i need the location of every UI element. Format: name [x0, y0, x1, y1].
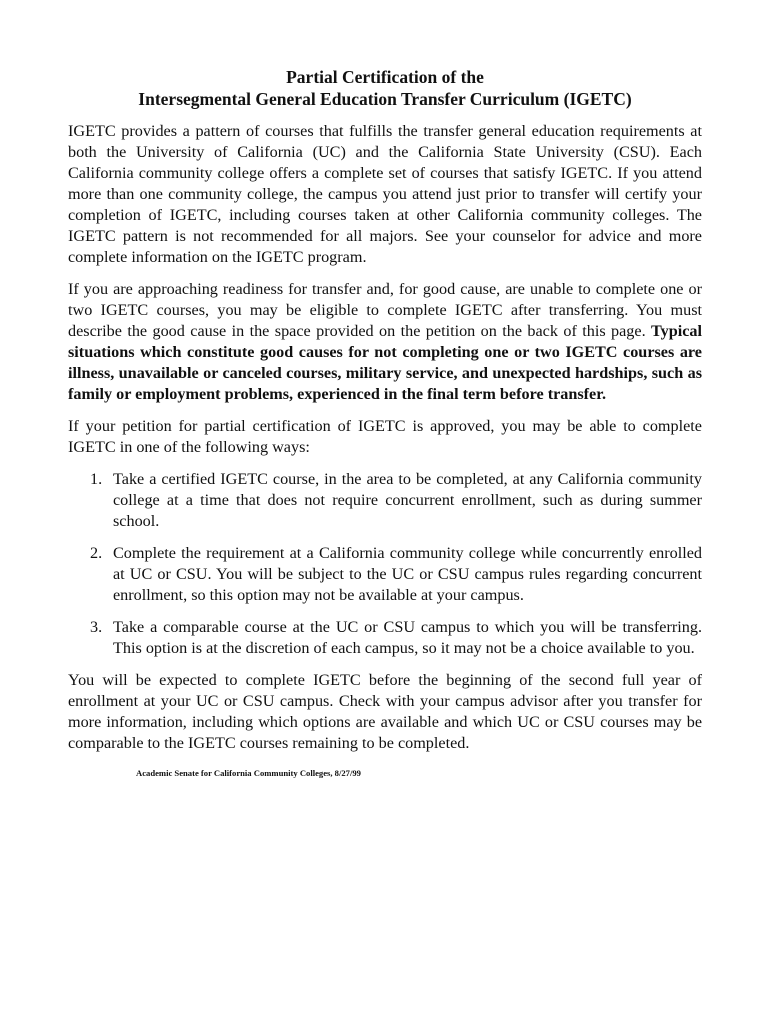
document-title	[68, 66, 702, 110]
title-line-1: Partial Certification of the	[286, 67, 484, 87]
good-cause-examples: Typical situations which constitute good causes for not completing one or two IGETC courses are illness, unavailable or canceled courses, military service, and unexpected hardships, such as family or employment problems, experienced in the final term before transfer.	[68, 322, 702, 403]
title-line-2: Intersegmental General Education Transfer Curriculum (IGETC)	[138, 89, 632, 109]
list-item	[68, 617, 702, 659]
footer-attribution: Academic Senate for California Community Colleges, 8/27/99	[136, 768, 361, 778]
approval-paragraph: If your petition for partial certification of IGETC is approved, you may be able to complete IGETC in one of the following ways:	[68, 417, 702, 456]
list-item-text: Take a certified IGETC course, in the area to be completed, at any California community college at a time that does not require concurrent enrollment, such as during summer school.	[113, 470, 702, 530]
list-item	[68, 469, 702, 532]
intro-paragraph: IGETC provides a pattern of courses that fulfills the transfer general education requirements at both the University of California (UC) and the California State University (CSU). Each California community college offers a complete set of courses that satisfy IGETC. If you attend more than one community college, the campus you attend just prior to transfer will certify your completion of IGETC, including courses taken at other California community colleges. The IGETC pattern is not recommended for all majors. See your counselor for advice and more complete information on the IGETC program.	[68, 122, 702, 266]
list-item-text: Take a comparable course at the UC or CSU campus to which you will be transferring. This option is at the discretion of each campus, so it may not be a choice available to you.	[113, 618, 702, 657]
list-item-number: 2.	[90, 544, 103, 562]
good-cause-paragraph	[68, 279, 702, 405]
list-item-text: Complete the requirement at a California community college while concurrently enrolled at UC or CSU. You will be subject to the UC or CSU campus rules regarding concurrent enrollment, so this option may not be available at your campus.	[113, 544, 702, 604]
list-item-number: 3.	[90, 618, 103, 636]
document-page	[68, 66, 702, 779]
list-item	[68, 543, 702, 606]
good-cause-text: If you are approaching readiness for transfer and, for good cause, are unable to complete one or two IGETC courses, you may be eligible to complete IGETC after transferring. You must describe the good cause in the space provided on the petition on the back of this page.	[68, 280, 702, 340]
completion-options-list	[68, 469, 702, 659]
list-item-number: 1.	[90, 470, 103, 488]
deadline-paragraph: You will be expected to complete IGETC before the beginning of the second full year of enrollment at your UC or CSU campus. Check with your campus advisor after you transfer for more information, including which options are available and which UC or CSU courses may be comparable to the IGETC courses remaining to be completed.	[68, 671, 702, 752]
